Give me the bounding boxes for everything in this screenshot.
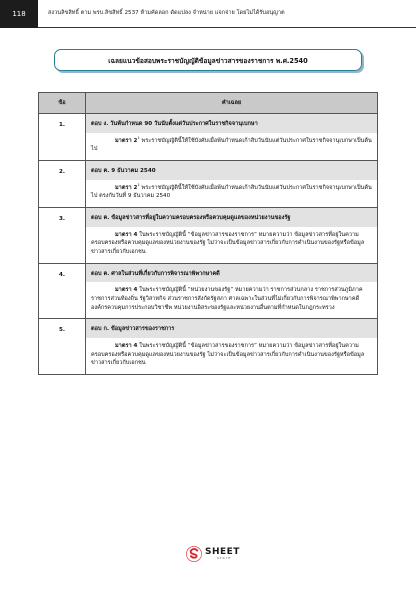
explanation-text: พระราชบัญญัตินี้ให้ใช้บังคับเมื่อพ้นกำหนดเก้าสิบวันนับแต่วันประกาศในราชกิจจานุเบกษาเป็นต้นไป ตรงกับวันที่ 9 ธันวาคม 2540 (91, 184, 372, 200)
page-title-text: เฉลยแนวข้อสอบพระราชบัญญัติข้อมูลข่าวสารของราชการ พ.ศ.2540 (108, 56, 308, 65)
answer-choice: ตอบ ง. วันพ้นกำหนด 90 วันนับตั้งแต่วันประกาศในราชกิจจานุเบกษา (86, 114, 377, 133)
footnote-marker: 1 (137, 182, 140, 187)
answer-cell (86, 263, 378, 319)
law-section: มาตรา 2 (115, 137, 138, 144)
answer-cell (86, 207, 378, 263)
page-number-badge: 118 (0, 0, 38, 28)
sheet-store-logo-icon (186, 546, 202, 562)
logo-tagline: store (217, 555, 232, 560)
answer-table (38, 92, 378, 375)
answer-cell (86, 114, 378, 161)
explanation-text: ในพระราชบัญญัตินี้ “ข้อมูลข่าวสารของราชการ” หมายความว่า ข้อมูลข่าวสารที่อยู่ในความครอบครองหรือควบคุมดูแลของหน่วยงานของรัฐ ไม่ว่าจะเป็นข้อมูลข่าวสารเกี่ยวกับการดำเนินงานของรัฐหรือข้อมูลข่าวสารเกี่ยวกับเอกชน (91, 231, 365, 255)
column-header-answer: คำเฉลย (86, 93, 378, 114)
answer-cell (86, 160, 378, 207)
law-section: มาตรา 4 (115, 342, 138, 349)
sheet-store-logo (186, 544, 240, 564)
answer-explanation (86, 133, 377, 160)
page-title (54, 49, 362, 71)
law-section: มาตรา 4 (115, 287, 138, 294)
question-number: 2. (39, 160, 86, 207)
column-header-no: ข้อ (39, 93, 86, 114)
table-row (39, 263, 378, 319)
answer-choice: ตอบ ค. ข้อมูลข่าวสารที่อยู่ในความครอบครองหรือควบคุมดูแลของหน่วยงานของรัฐ (86, 208, 377, 227)
answer-choice: ตอบ ค. ศาลในส่วนที่เกี่ยวกับการพิจารณาพิพากษาคดี (86, 264, 377, 283)
answer-explanation (86, 227, 377, 263)
explanation-text: ในพระราชบัญญัตินี้ “ข้อมูลข่าวสารของราชการ” หมายความว่า ข้อมูลข่าวสารที่อยู่ในความครอบครองหรือควบคุมดูแลของหน่วยงานของรัฐ ไม่ว่าจะเป็นข้อมูลข่าวสารเกี่ยวกับการดำเนินงานของรัฐหรือข้อมูลข่าวสารเกี่ยวกับเอกชน (91, 342, 365, 367)
question-number: 1. (39, 114, 86, 161)
question-number: 5. (39, 319, 86, 375)
law-section: มาตรา 2 (115, 184, 138, 191)
footnote-marker: 1 (137, 135, 140, 140)
answer-cell (86, 319, 378, 375)
question-number: 3. (39, 207, 86, 263)
answer-choice: ตอบ ค. 9 ธันวาคม 2540 (86, 161, 377, 180)
answer-explanation (86, 282, 377, 318)
explanation-text: ในพระราชบัญญัตินี้ “หน่วยงานของรัฐ” หมายความว่า ราชการส่วนกลาง ราชการส่วนภูมิภาค ราชการส่วนท้องถิ่น รัฐวิสาหกิจ ส่วนราชการสังกัดรัฐสภา ศาลเฉพาะในส่วนที่ไม่เกี่ยวกับการพิจารณาพิพากษาคดีองค์กรควบคุมการประกอบวิชาชีพ หน่วยงานอิสระของรัฐและหน่วยงานอื่นตามที่กำหนดในกฎกระทรวง (91, 287, 363, 311)
table-row (39, 319, 378, 375)
answer-explanation (86, 180, 377, 207)
question-number: 4. (39, 263, 86, 319)
logo-name: SHEET (205, 546, 240, 557)
header-divider (38, 27, 416, 28)
answer-explanation (86, 338, 377, 374)
explanation-text: พระราชบัญญัตินี้ให้ใช้บังคับเมื่อพ้นกำหนดเก้าสิบวันนับแต่วันประกาศในราชกิจจานุเบกษาเป็นต้นไป (91, 137, 372, 153)
answer-choice: ตอบ ก. ข้อมูลข่าวสารของราชการ (86, 319, 377, 338)
law-section: มาตรา 4 (115, 231, 138, 238)
copyright-header: สงวนลิขสิทธิ์ ตาม พรบ.ลิขสิทธิ์ 2537 ห้ามคัดลอก ดัดแปลง จำหน่าย แจกจ่าย โดยไม่ได้รับอนุญาต (48, 10, 285, 16)
table-row (39, 207, 378, 263)
table-header-row (39, 93, 378, 114)
table-row (39, 160, 378, 207)
table-row (39, 114, 378, 161)
